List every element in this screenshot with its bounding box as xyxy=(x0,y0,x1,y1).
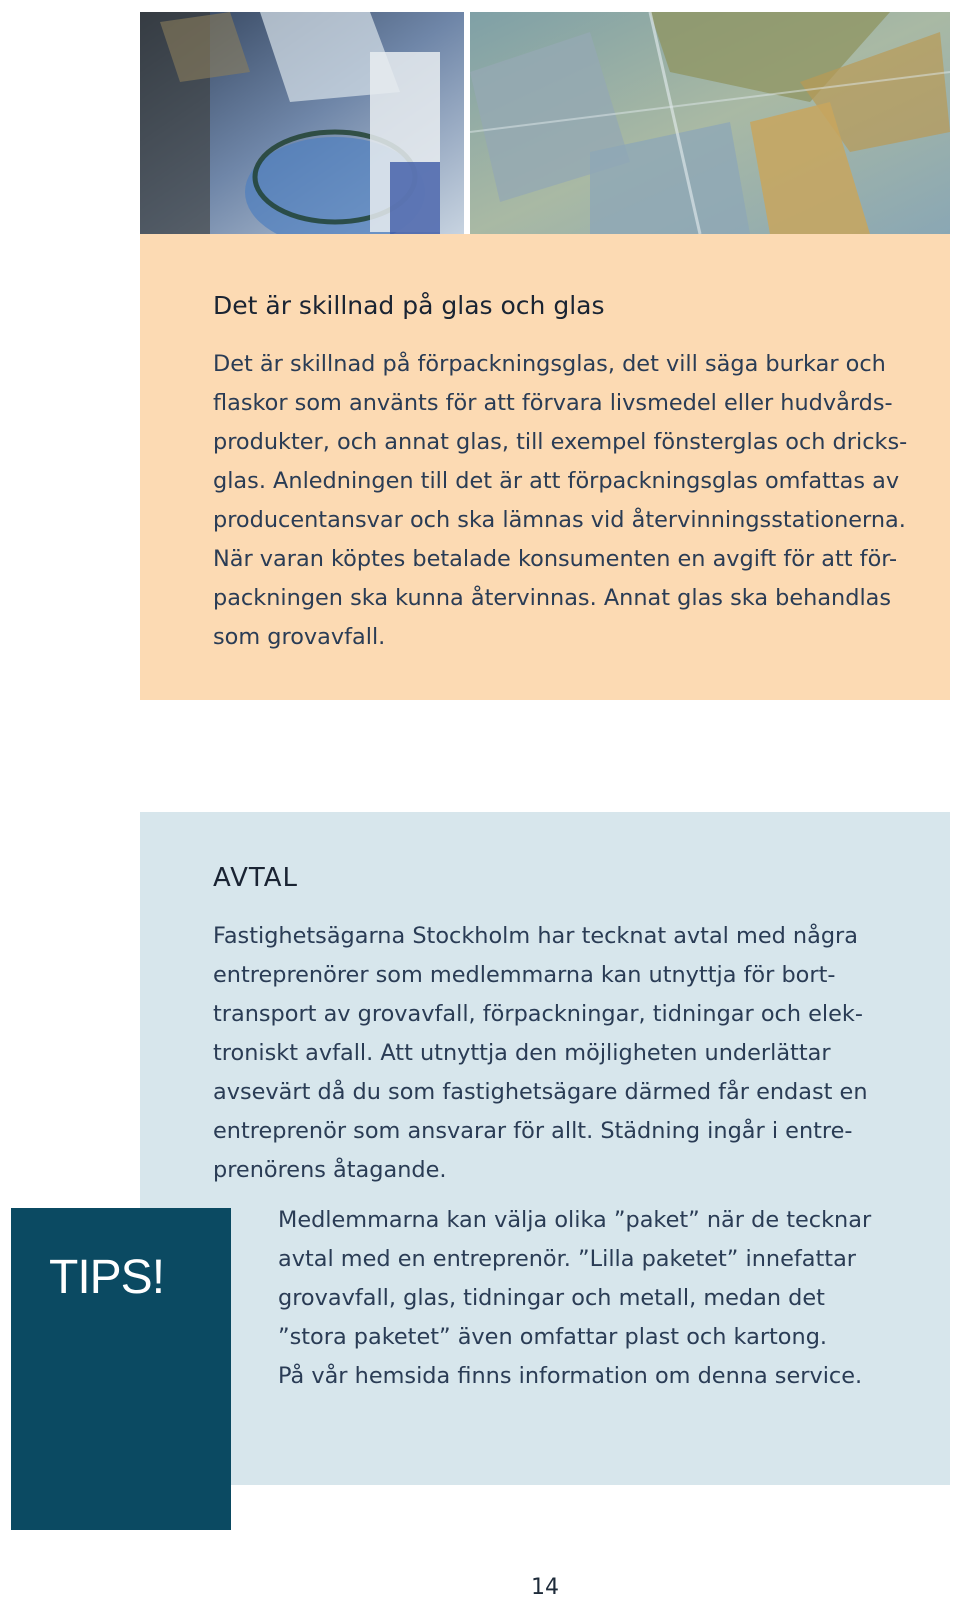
glas-body-text xyxy=(213,345,933,657)
tips-box xyxy=(11,1208,231,1530)
text-line: Medlemmarna kan välja olika ”paket” när de tecknar xyxy=(278,1207,872,1233)
broken-glass-photo xyxy=(470,12,950,234)
text-line: Det är skillnad på förpackningsglas, det vill säga burkar och xyxy=(213,351,886,377)
text-line: packningen ska kunna återvinnas. Annat glas ska behandlas xyxy=(213,585,892,611)
text-line: troniskt avfall. Att utnyttja den möjligheten underlättar xyxy=(213,1040,831,1066)
avtal-heading: AVTAL xyxy=(213,863,299,893)
text-line: producentansvar och ska lämnas vid återvinningsstationerna. xyxy=(213,507,906,533)
page-number: 14 xyxy=(531,1575,559,1600)
text-line: prenörens åtagande. xyxy=(213,1157,447,1183)
text-line: Fastighetsägarna Stockholm har tecknat avtal med några xyxy=(213,923,858,949)
text-line: grovavfall, glas, tidningar och metall, medan det xyxy=(278,1285,825,1311)
text-line: ”stora paketet” även omfattar plast och kartong. xyxy=(278,1324,828,1350)
text-line: glas. Anledningen till det är att förpackningsglas omfattas av xyxy=(213,468,900,494)
text-line: entreprenör som ansvarar för allt. Städning ingår i entre- xyxy=(213,1118,853,1144)
glas-heading: Det är skillnad på glas och glas xyxy=(213,291,605,320)
text-line: entreprenörer som medlemmarna kan utnyttja för bort- xyxy=(213,962,836,988)
text-line: produkter, och annat glas, till exempel fönsterglas och dricks- xyxy=(213,429,908,455)
text-line: som grovavfall. xyxy=(213,624,386,650)
text-line: flaskor som använts för att förvara livsmedel eller hudvårds- xyxy=(213,390,893,416)
text-line: När varan köptes betalade konsumenten en avgift för att för- xyxy=(213,546,898,572)
text-line: avsevärt då du som fastighetsägare därmed får endast en xyxy=(213,1079,868,1105)
tips-body-text xyxy=(278,1201,928,1396)
text-line: avtal med en entreprenör. ”Lilla paketet” innefattar xyxy=(278,1246,856,1272)
avtal-body-text xyxy=(213,917,933,1190)
glass-bottles-photo xyxy=(140,12,464,234)
text-line: transport av grovavfall, förpackningar, tidningar och elek- xyxy=(213,1001,863,1027)
tips-label: TIPS! xyxy=(49,1251,165,1304)
text-line: På vår hemsida finns information om denna service. xyxy=(278,1363,863,1389)
